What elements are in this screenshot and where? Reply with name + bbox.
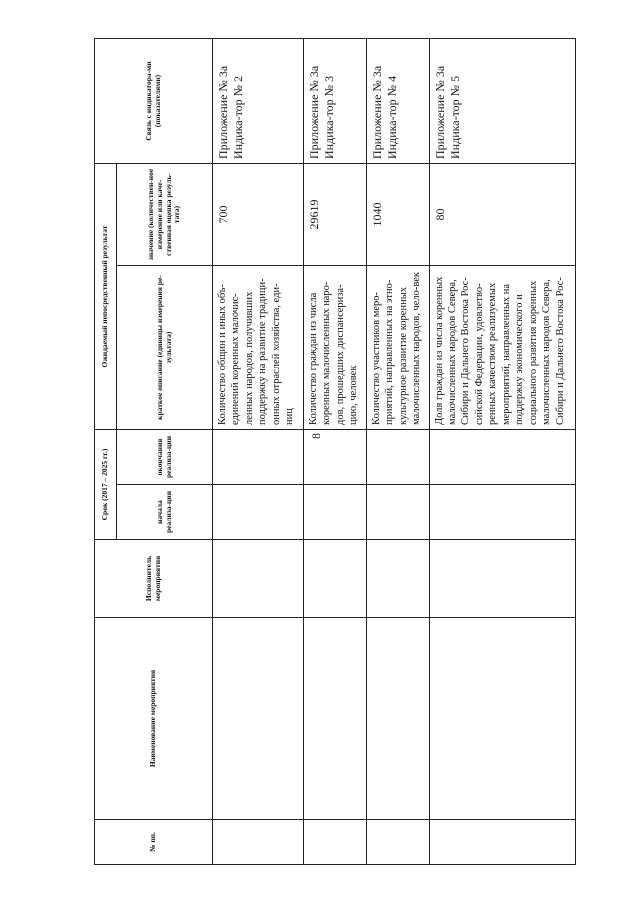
header-result-value: значение (количествен-ное измерение или каче-ственная оценка резуль-тата)	[117, 164, 213, 266]
header-period-start: начала реализа-ции	[117, 485, 213, 540]
header-result: Ожидаемый непосредственный результат	[95, 164, 117, 430]
indicator-link: Приложение № 3а Индика-тор № 3	[303, 39, 366, 164]
header-number: № пп.	[95, 820, 213, 865]
indicator-link: Приложение № 3а Индика-тор № 4	[366, 39, 429, 164]
table-row	[366, 39, 429, 865]
header-result-desc: краткое описание (единицы измерения ре-зультата)	[117, 266, 213, 430]
indicator-link: Приложение № 3а Индика-тор № 5	[429, 39, 575, 164]
header-executor: Исполнитель мероприятия	[95, 540, 213, 618]
table-row	[303, 39, 366, 865]
header-period-end: окончания реализа-ции	[117, 430, 213, 485]
header-event-name: Наименование мероприятия	[95, 618, 213, 820]
page-number: 8	[309, 433, 323, 439]
table-row	[429, 39, 575, 865]
result-description: Количество общин и иных объ-единений коренных малочис-ленных народов, получивших поддержку на развитие традици-онных отраслей хозяйства, еди-ниц	[213, 266, 304, 430]
result-description: Доля граждан из числа коренных малочисленных народов Севера, Сибири и Дальнего Востока Рос-сийской Федерации, удовлетво-ренных качеством реализуемых мероприятий, направленных на поддержку экономического и социального развития коренных малочисленных народов Севера, Сибири и Дальнего Востока Рос-	[429, 266, 575, 430]
result-description: Количество граждан из числа коренных малочисленных наро-дов, прошедших диспансериза-цию, человек	[303, 266, 366, 430]
result-value: 80	[429, 164, 575, 266]
events-table	[94, 38, 576, 865]
result-value: 700	[213, 164, 304, 266]
table-row	[213, 39, 304, 865]
header-indicator-link: Связь с индикатора-ми (показателями)	[95, 39, 213, 164]
result-value: 1040	[366, 164, 429, 266]
indicator-link: Приложение № 3а Индика-тор № 2	[213, 39, 304, 164]
result-description: Количество участников меро-приятий, направленных на этно-культурное развитие коренных малочисленных народов, чело-век	[366, 266, 429, 430]
rotated-table-container	[94, 39, 576, 865]
result-value: 29619	[303, 164, 366, 266]
header-period: Срок (2017 – 2025 гг.)	[95, 430, 117, 540]
